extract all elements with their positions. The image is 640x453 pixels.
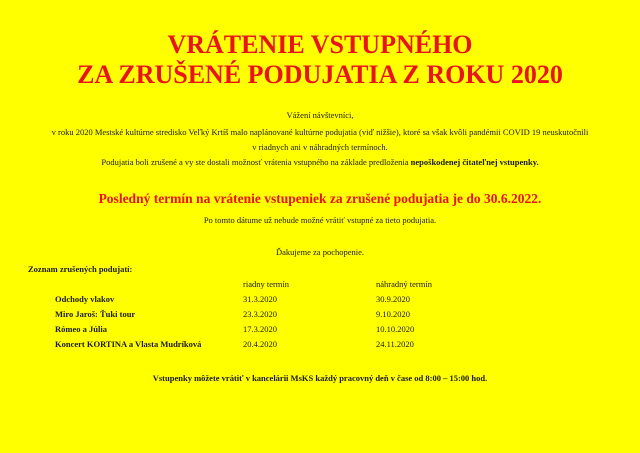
- intro-line-3-text: Podujatia boli zrušené a vy ste dostali možnosť vrátenia vstupného na základe predloženia: [101, 157, 411, 167]
- deadline-notice: Posledný termín na vrátenie vstupeniek za zrušené podujatia je do 30.6.2022.: [98, 191, 542, 206]
- event-regular-date: 17.3.2020: [243, 324, 277, 334]
- event-name: Odchody vlakov: [55, 294, 115, 304]
- event-name: Rómeo a Júlia: [55, 324, 107, 334]
- event-regular-date: 20.4.2020: [243, 339, 277, 349]
- intro-line-1: v roku 2020 Mestské kultúrne stredisko Veľký Krtíš malo naplánované kultúrne podujatia (viď nižšie), ktoré sa však kvôli pandémii COVID 19 neuskutočnili: [51, 127, 589, 137]
- event-name: Koncert KORTINA a Vlasta Mudríková: [55, 339, 202, 349]
- event-regular-date: 23.3.2020: [243, 309, 277, 319]
- event-name: Miro Jaroš: Ťuki tour: [55, 309, 136, 319]
- event-substitute-date: 10.10.2020: [376, 324, 415, 334]
- intro-line-2: v riadnych ani v náhradných termínoch.: [252, 142, 388, 152]
- intro-line-3-bold: nepoškodenej čitateľnej vstupenky.: [410, 157, 539, 167]
- column-header-substitute: náhradný termín: [376, 279, 432, 289]
- column-header-regular: riadny termín: [243, 279, 290, 289]
- footer-notice: Vstupenky môžete vrátiť v kancelárii MsKS každý pracovný deň v čase od 8:00 – 15:00 hod.: [152, 373, 488, 383]
- list-heading: Zoznam zrušených podujatí:: [28, 264, 133, 274]
- greeting: Vážení návštevníci,: [286, 110, 354, 120]
- event-regular-date: 31.3.2020: [243, 294, 277, 304]
- thanks: Ďakujeme za pochopenie.: [275, 247, 365, 257]
- event-substitute-date: 24.11.2020: [376, 339, 414, 349]
- title-line-2: ZA ZRUŠENÉ PODUJATIA Z ROKU 2020: [77, 60, 563, 89]
- title-line-1: VRÁTENIE VSTUPNÉHO: [167, 30, 473, 59]
- event-substitute-date: 30.9.2020: [376, 294, 410, 304]
- event-substitute-date: 9.10.2020: [376, 309, 410, 319]
- intro-line-3: [0, 157, 640, 168]
- after-deadline: Po tomto dátume už nebude možné vrátiť vstupné za tieto podujatia.: [203, 215, 437, 225]
